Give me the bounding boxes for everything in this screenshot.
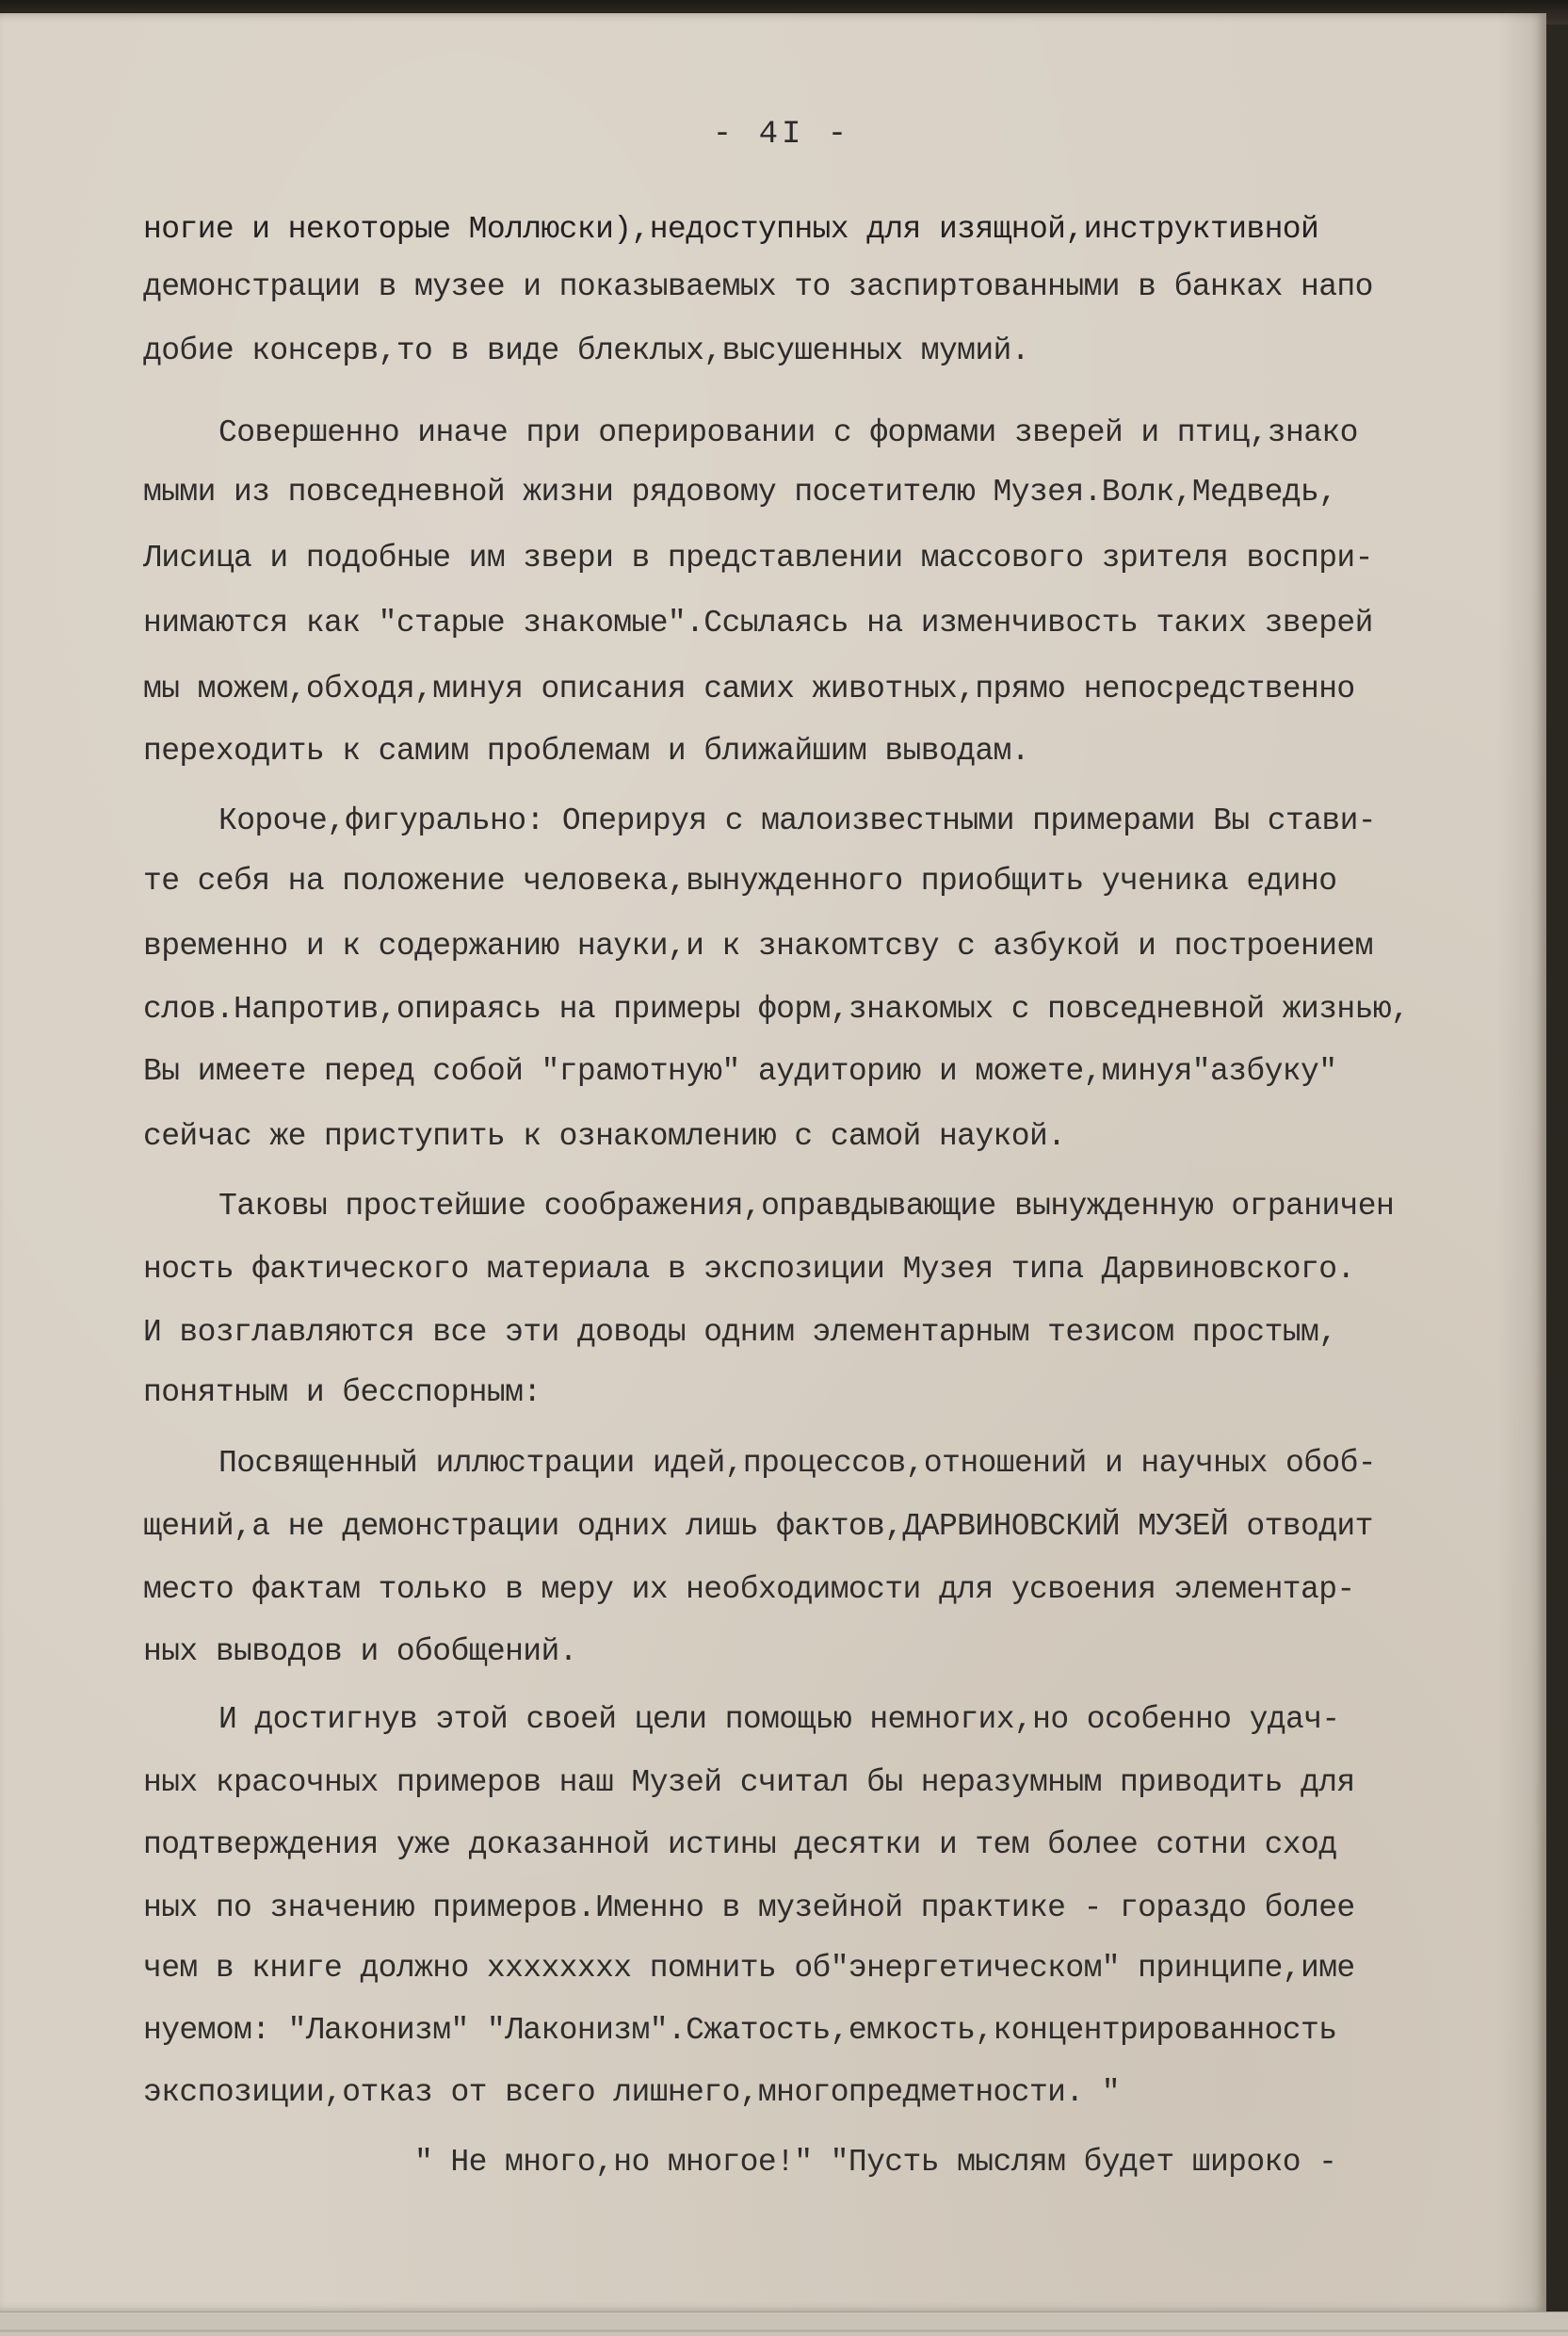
text-line: мыми из повседневной жизни рядовому посетителю Музея.Волк,Медведь, [143, 475, 1337, 510]
page-fold-line [0, 2329, 1568, 2332]
text-line: понятным и бесспорным: [143, 1375, 542, 1410]
text-line: Короче,фигурально: Оперируя с малоизвестными примерами Вы стави- [218, 803, 1377, 838]
text-line: щений,а не демонстрации одних лишь фактов,ДАРВИНОВСКИЙ МУЗЕЙ отводит [143, 1509, 1373, 1544]
text-line: добие консерв,то в виде блеклых,высушенных мумий. [143, 333, 1029, 368]
text-line: Таковы простейшие соображения,оправдывающие вынужденную ограничен [218, 1189, 1395, 1224]
text-line: демонстрации в музее и показываемых то заспиртованными в банках напо [143, 269, 1373, 304]
text-line: Вы имеете перед собой "грамотную" аудиторию и можете,минуя"азбуку" [143, 1054, 1337, 1089]
page-number: - 4I - [712, 117, 851, 153]
text-line: чем в книге должно хххххххх помнить об"энергетическом" принципе,име [143, 1951, 1355, 1986]
text-line: временно и к содержанию науки,и к знакомтсву с азбукой и построением [143, 929, 1373, 964]
text-line: те себя на положение человека,вынужденного приобщить ученика едино [143, 864, 1337, 899]
text-line: ных по значению примеров.Именно в музейной практике - гораздо более [143, 1890, 1355, 1925]
text-line: Посвященный иллюстрации идей,процессов,отношений и научных обоб- [218, 1446, 1377, 1481]
text-line: экспозиции,отказ от всего лишнего,многопредметности. " [143, 2075, 1120, 2110]
text-line: ных выводов и обобщений. [143, 1634, 577, 1669]
text-line: слов.Напротив,опираясь на примеры форм,знакомых с повседневной жизнью, [143, 992, 1410, 1027]
text-line: ногие и некоторые Моллюски),недоступных для изящной,инструктивной [143, 212, 1319, 247]
typewritten-page [0, 13, 1546, 2312]
page-right-shadow [1497, 13, 1546, 2312]
text-line: сейчас же приступить к ознакомлению с самой наукой. [143, 1119, 1066, 1154]
text-line: подтверждения уже доказанной истины десятки и тем более сотни сход [143, 1827, 1337, 1862]
text-line: мы можем,обходя,минуя описания самих животных,прямо непосредственно [143, 672, 1355, 706]
text-line: Лисица и подобные им звери в представлении массового зрителя воспри- [143, 541, 1373, 576]
text-line: И достигнув этой своей цели помощью немногих,но особенно удач- [218, 1702, 1340, 1737]
text-line: нимаются как "старые знакомые".Ссылаясь на изменчивость таких зверей [143, 606, 1373, 641]
text-line: И возглавляются все эти доводы одним элементарным тезисом простым, [143, 1315, 1337, 1350]
text-line: место фактам только в меру их необходимости для усвоения элементар- [143, 1572, 1355, 1607]
underlying-page-edge [0, 2312, 1568, 2336]
text-line: ность фактического материала в экспозиции Музея типа Дарвиновского. [143, 1252, 1355, 1287]
text-line: переходить к самим проблемам и ближайшим выводам. [143, 734, 1029, 769]
text-line: ных красочных примеров наш Музей считал бы неразумным приводить для [143, 1765, 1355, 1800]
text-line: " Не много,но многое!" "Пусть мыслям будет широко - [414, 2145, 1337, 2180]
text-line: нуемом: "Лаконизм" "Лаконизм".Сжатость,емкость,концентрированность [143, 2013, 1337, 2048]
text-line: Совершенно иначе при оперировании с формами зверей и птиц,знако [218, 415, 1358, 450]
